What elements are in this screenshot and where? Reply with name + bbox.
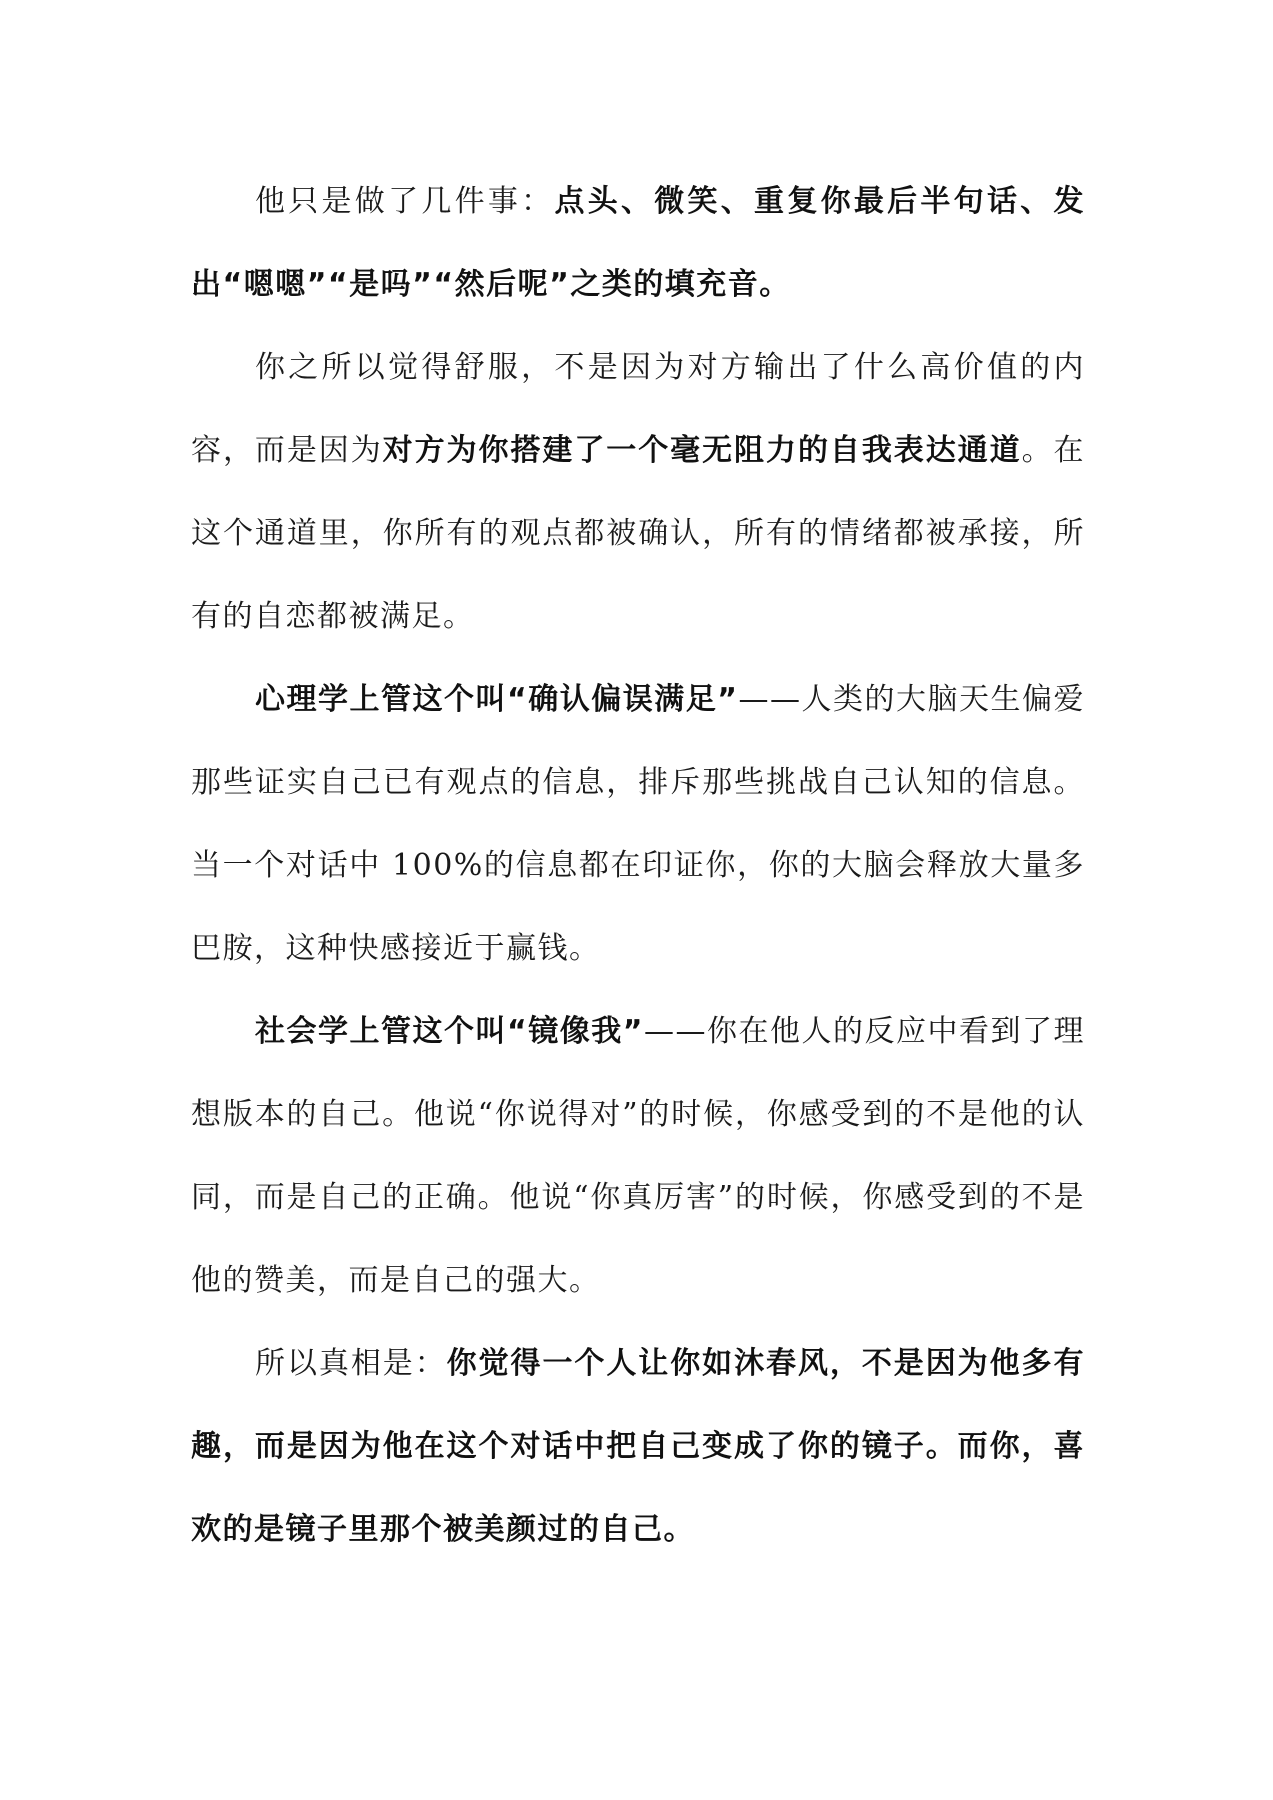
paragraph-1-text-1: 他只是做了几件事： xyxy=(255,184,555,219)
paragraph-4 xyxy=(191,990,1085,1322)
paragraph-2-text-1: 你之所以觉得舒服，不是因为对方输出了什么高价值的内容，而是因为 xyxy=(191,350,1085,468)
paragraph-3-text-1: ——人类的大脑天生偏爱那些证实自己已有观点的信息，排斥那些挑战自己认知的信息。当一个对话中 100%的信息都在印证你，你的大脑会释放大量多巴胺，这种快感接近于赢钱。 xyxy=(191,682,1086,966)
paragraph-4-bold-1: 社会学上管这个叫“镜像我” xyxy=(255,1014,644,1049)
paragraph-2-text-2: 。在这个通道里，你所有的观点都被确认，所有的情绪都被承接，所有的自恋都被满足。 xyxy=(191,433,1086,634)
paragraph-2 xyxy=(191,326,1085,658)
paragraph-1-bold-1: 点头、微笑、重复你最后半句话、发出“嗯嗯”“是吗”“然后呢”之类的填充音。 xyxy=(191,184,1085,302)
paragraph-2-bold-1: 对方为你搭建了一个毫无阻力的自我表达通道 xyxy=(382,433,1022,468)
paragraph-1 xyxy=(191,160,1085,326)
document-body xyxy=(191,160,1085,1571)
paragraph-5-text-1: 所以真相是： xyxy=(255,1346,447,1381)
paragraph-5-bold-1: 你觉得一个人让你如沐春风，不是因为他多有趣，而是因为他在这个对话中把自己变成了你的镜子。而你，喜欢的是镜子里那个被美颜过的自己。 xyxy=(191,1346,1086,1547)
paragraph-5 xyxy=(191,1322,1085,1571)
paragraph-4-text-1: ——你在他人的反应中看到了理想版本的自己。他说“你说得对”的时候，你感受到的不是他的认同，而是自己的正确。他说“你真厉害”的时候，你感受到的不是他的赞美，而是自己的强大。 xyxy=(191,1014,1085,1298)
paragraph-3 xyxy=(191,658,1085,990)
paragraph-3-bold-1: 心理学上管这个叫“确认偏误满足” xyxy=(255,682,739,717)
